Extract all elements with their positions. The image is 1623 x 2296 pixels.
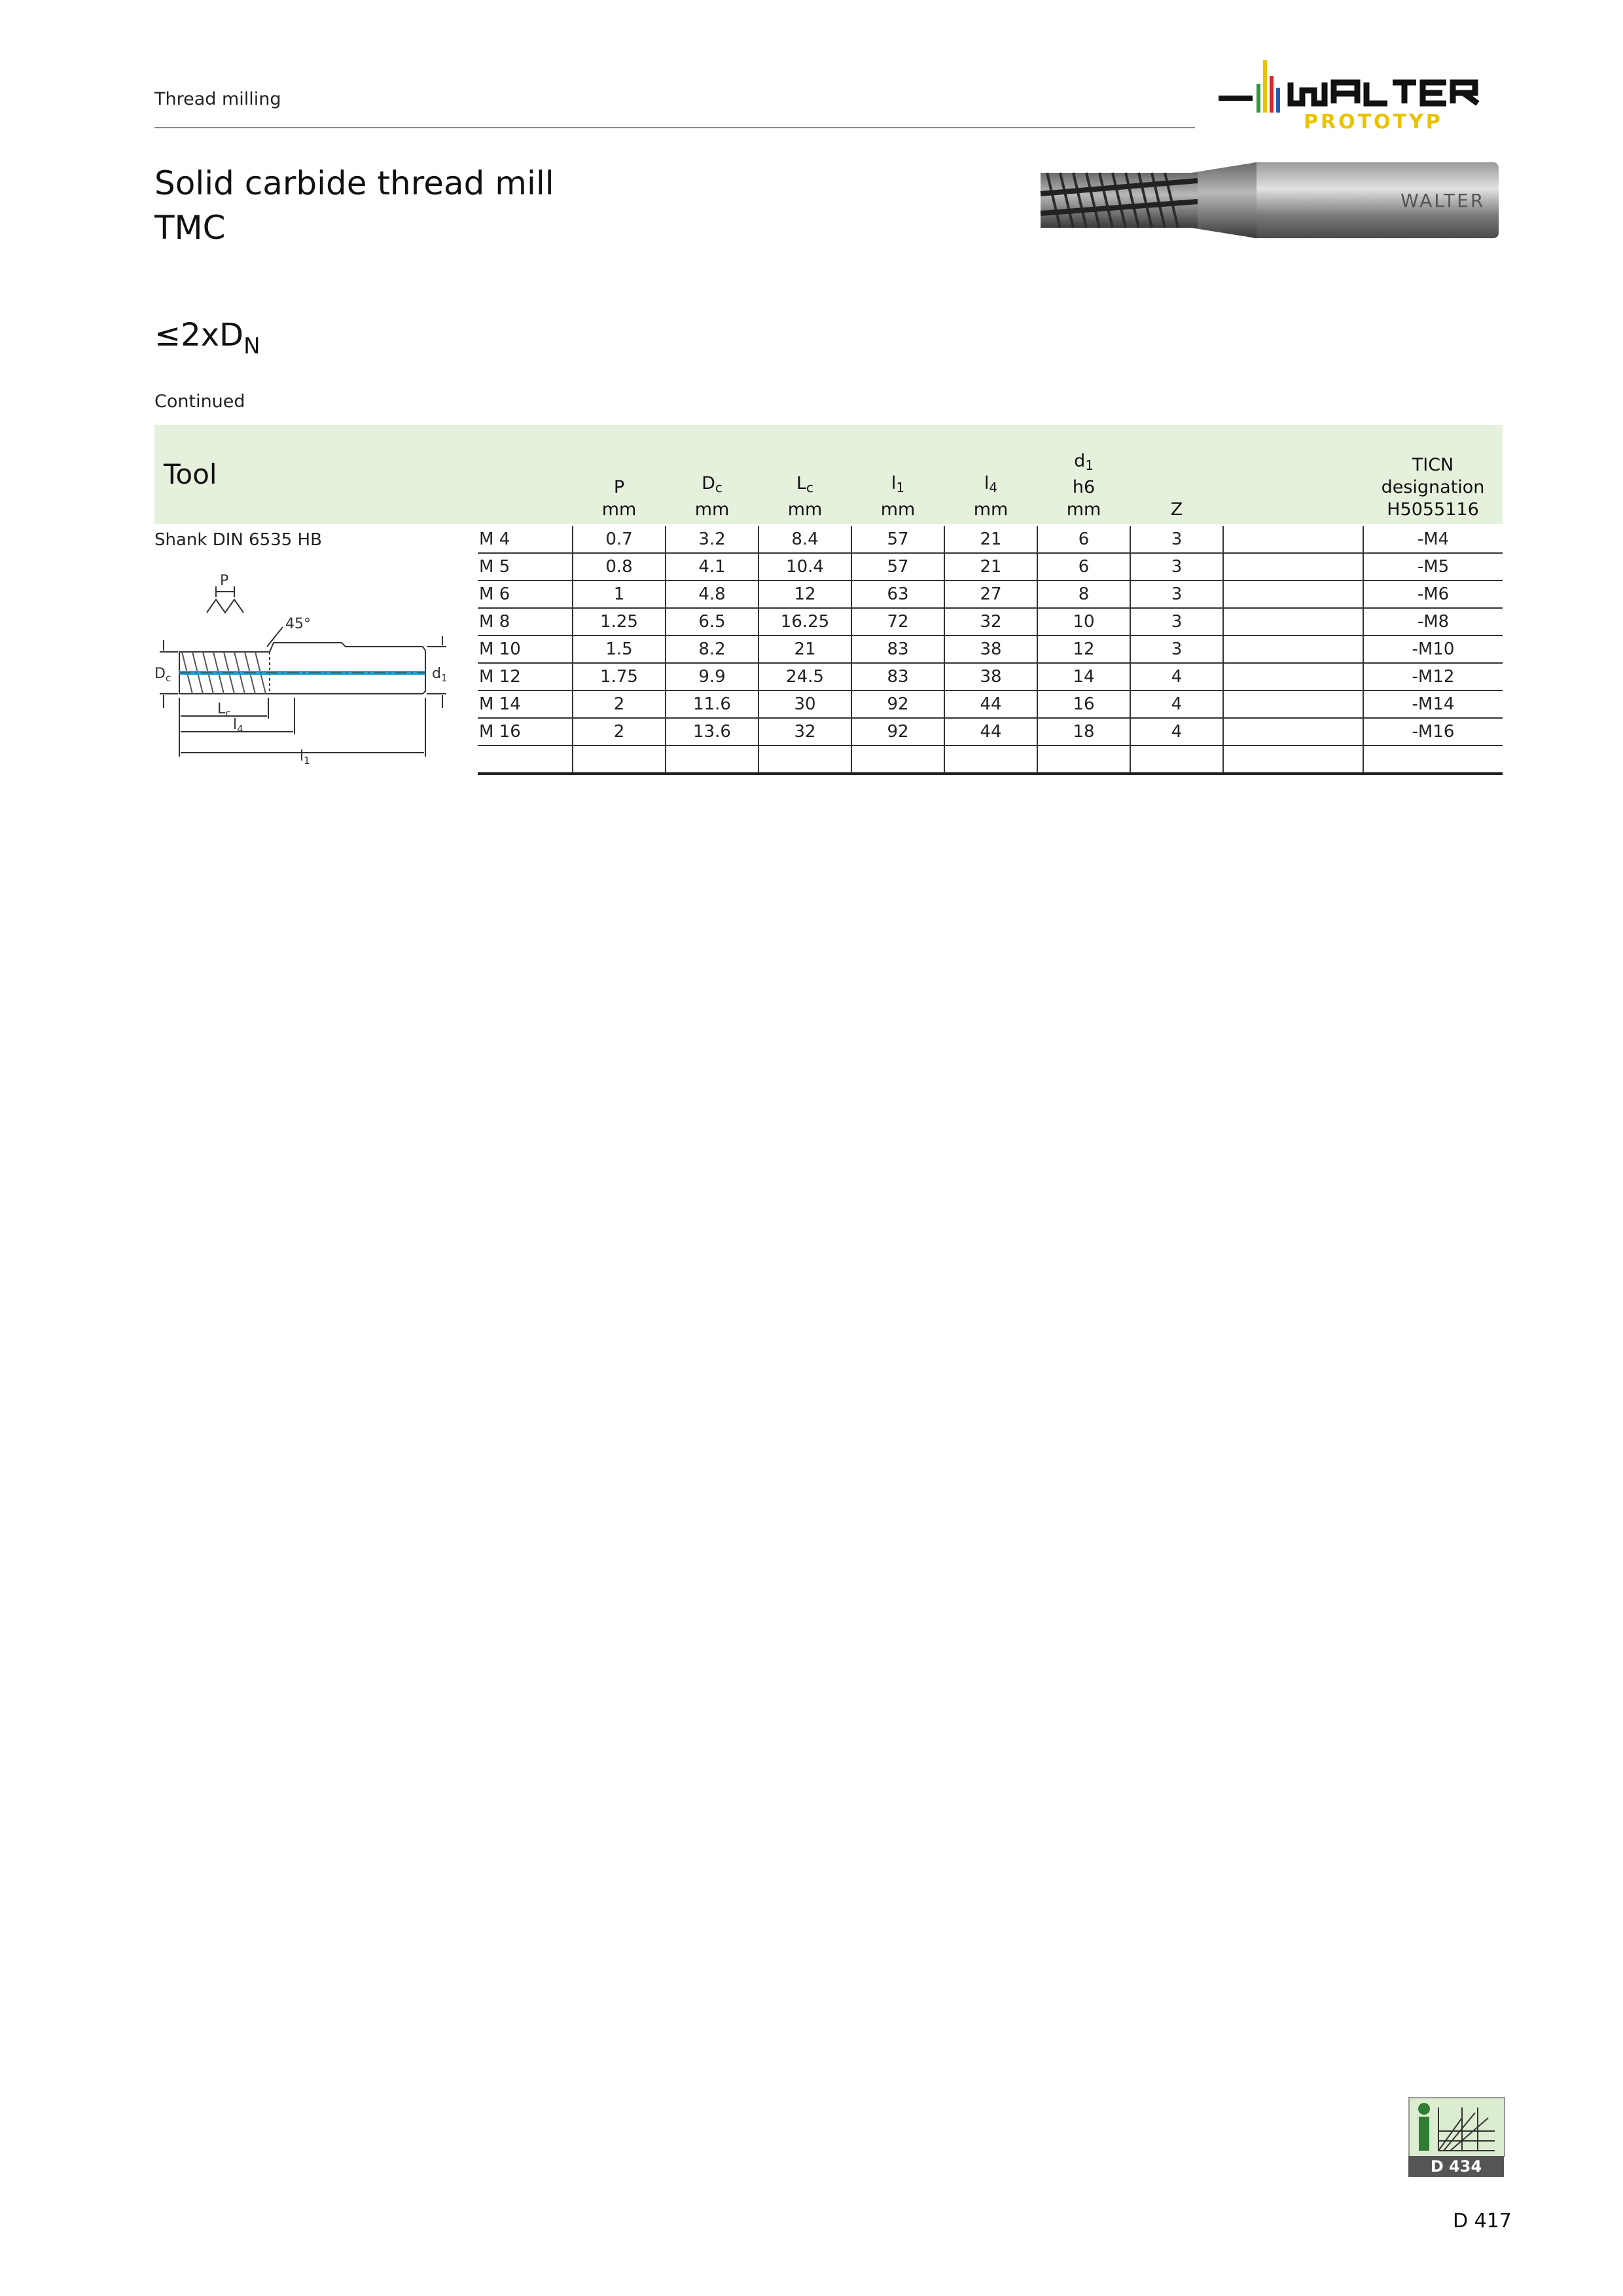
spec-main: ≤2xD	[154, 317, 244, 353]
cell-lc: 24.5	[758, 663, 851, 691]
section-label: Thread milling	[154, 89, 281, 109]
table-body	[478, 526, 1503, 774]
cell-l4: 44	[944, 718, 1037, 745]
pitch-label: P	[220, 573, 229, 589]
cell-dc: 13.6	[666, 718, 758, 745]
cell-l4: 32	[944, 608, 1037, 636]
col-l1-label: $l_1$	[891, 473, 905, 495]
cell-empty	[666, 745, 758, 774]
col-p-label: P	[613, 477, 625, 497]
cell-p: 1	[573, 581, 666, 608]
cell-empty	[1223, 526, 1363, 553]
col-header-ticn	[1363, 432, 1503, 521]
cell-lc: 12	[758, 581, 851, 608]
cell-empty	[1223, 636, 1363, 663]
cell-lc: 16.25	[758, 608, 851, 636]
cell-l4: 27	[944, 581, 1037, 608]
dimension-table	[478, 526, 1503, 775]
col-header-dc	[666, 432, 758, 521]
cell-size: M 8	[478, 608, 573, 636]
col-dc-label: $D_c$	[702, 473, 722, 495]
col-header-d1	[1037, 432, 1130, 521]
cell-size: M 4	[478, 526, 573, 553]
cell-p: 1.5	[573, 636, 666, 663]
cell-size: M 16	[478, 718, 573, 745]
cell-size: M 14	[478, 691, 573, 718]
table-row	[478, 526, 1503, 553]
cell-code: -M8	[1363, 608, 1503, 636]
cell-code: -M16	[1363, 718, 1503, 745]
walter-prototyp-logo	[1219, 58, 1507, 136]
cell-empty	[478, 745, 573, 774]
cell-z: 4	[1130, 718, 1223, 745]
col-header-l4	[944, 432, 1037, 521]
cell-dc: 8.2	[666, 636, 758, 663]
cell-d1: 14	[1037, 663, 1130, 691]
cell-d1: 6	[1037, 526, 1130, 553]
cell-lc: 8.4	[758, 526, 851, 553]
cell-l1: 57	[851, 526, 944, 553]
col-header-p	[573, 432, 666, 521]
shank-label: Shank DIN 6535 HB	[154, 530, 322, 550]
col-d1-label: $d_1$	[1074, 451, 1094, 473]
cell-z: 3	[1130, 581, 1223, 608]
header-rule	[154, 127, 1195, 128]
cell-code: -M5	[1363, 553, 1503, 581]
cell-l1: 92	[851, 718, 944, 745]
cell-z: 4	[1130, 691, 1223, 718]
cell-empty	[758, 745, 851, 774]
tool-photo	[1034, 154, 1505, 246]
cell-p: 0.7	[573, 526, 666, 553]
col-d1-unit: mm	[1066, 499, 1101, 520]
col-l4-unit: mm	[973, 499, 1008, 520]
cell-l4: 38	[944, 663, 1037, 691]
cell-l4: 21	[944, 553, 1037, 581]
page-number: D 417	[1453, 2210, 1512, 2233]
cell-lc: 30	[758, 691, 851, 718]
cell-d1: 6	[1037, 553, 1130, 581]
col-lc-unit: mm	[787, 499, 823, 520]
dc-label: $D_c$	[154, 666, 171, 684]
col-l1-unit: mm	[880, 499, 916, 520]
col-ticn-designation: designation	[1381, 477, 1485, 497]
cell-dc: 9.9	[666, 663, 758, 691]
cell-size: M 5	[478, 553, 573, 581]
cell-size: M 10	[478, 636, 573, 663]
col-l4-label: $l_4$	[984, 473, 998, 495]
cell-empty	[1223, 745, 1363, 774]
cell-p: 1.25	[573, 608, 666, 636]
table-row	[478, 608, 1503, 636]
col-header-lc	[758, 432, 851, 521]
cell-z: 3	[1130, 526, 1223, 553]
svg-text:WALTER: WALTER	[1400, 190, 1486, 211]
title-line-1: Solid carbide thread mill	[154, 164, 554, 202]
cell-lc: 32	[758, 718, 851, 745]
cell-empty	[1223, 691, 1363, 718]
cell-code: -M6	[1363, 581, 1503, 608]
cell-dc: 6.5	[666, 608, 758, 636]
cell-d1: 12	[1037, 636, 1130, 663]
cell-empty	[573, 745, 666, 774]
cell-empty	[1223, 718, 1363, 745]
col-d1-tolerance: h6	[1072, 477, 1096, 497]
cell-dc: 4.8	[666, 581, 758, 608]
col-header-l1	[851, 432, 944, 521]
col-ticn-label: TICN	[1412, 455, 1454, 475]
info-reference-icon[interactable]	[1408, 2097, 1505, 2157]
cell-empty	[1223, 608, 1363, 636]
continued-label: Continued	[154, 391, 245, 412]
cell-dc: 11.6	[666, 691, 758, 718]
cell-size: M 12	[478, 663, 573, 691]
cell-d1: 8	[1037, 581, 1130, 608]
cell-empty	[1223, 581, 1363, 608]
cell-lc: 10.4	[758, 553, 851, 581]
cell-dc: 3.2	[666, 526, 758, 553]
cell-l1: 57	[851, 553, 944, 581]
cell-p: 0.8	[573, 553, 666, 581]
col-z-label: Z	[1170, 499, 1183, 520]
table-row	[478, 691, 1503, 718]
cell-l4: 44	[944, 691, 1037, 718]
cell-empty	[1223, 663, 1363, 691]
table-row	[478, 553, 1503, 581]
cell-lc: 21	[758, 636, 851, 663]
col-lc-label: $L_c$	[796, 473, 814, 495]
cell-l4: 21	[944, 526, 1037, 553]
cell-z: 3	[1130, 636, 1223, 663]
cell-empty	[1037, 745, 1130, 774]
cell-l1: 83	[851, 663, 944, 691]
product-title	[154, 161, 554, 250]
cell-z: 3	[1130, 553, 1223, 581]
table-row	[478, 718, 1503, 745]
cell-code: -M12	[1363, 663, 1503, 691]
d1-label: $d_1$	[432, 666, 448, 684]
length-spec	[154, 317, 260, 359]
spec-sub: N	[243, 333, 260, 359]
table-row	[478, 663, 1503, 691]
cell-size: M 6	[478, 581, 573, 608]
cell-p: 2	[573, 691, 666, 718]
cell-l1: 63	[851, 581, 944, 608]
cell-empty	[944, 745, 1037, 774]
table-row	[478, 581, 1503, 608]
table-row	[478, 636, 1503, 663]
cell-p: 2	[573, 718, 666, 745]
cell-empty	[851, 745, 944, 774]
angle-label: 45°	[285, 616, 311, 632]
cell-dc: 4.1	[666, 553, 758, 581]
title-line-2: TMC	[154, 209, 226, 247]
page-reference[interactable]: D 434	[1408, 2156, 1504, 2177]
col-ticn-code: H5055116	[1387, 499, 1479, 520]
cell-code: -M10	[1363, 636, 1503, 663]
cell-d1: 18	[1037, 718, 1130, 745]
cell-z: 3	[1130, 608, 1223, 636]
cell-empty	[1363, 745, 1503, 774]
cell-l1: 83	[851, 636, 944, 663]
tool-dimension-drawing	[154, 563, 455, 772]
cell-l1: 72	[851, 608, 944, 636]
cell-empty	[1223, 553, 1363, 581]
table-row-empty	[478, 745, 1503, 774]
cell-l4: 38	[944, 636, 1037, 663]
col-header-z	[1130, 432, 1223, 521]
cell-d1: 10	[1037, 608, 1130, 636]
cell-d1: 16	[1037, 691, 1130, 718]
cell-z: 4	[1130, 663, 1223, 691]
cell-empty	[1130, 745, 1223, 774]
cell-code: -M14	[1363, 691, 1503, 718]
col-p-unit: mm	[601, 499, 637, 520]
l1-label: $l_1$	[300, 748, 310, 766]
logo-subtext: PROTOTYP	[1304, 111, 1443, 134]
cell-l1: 92	[851, 691, 944, 718]
l4-label: $l_4$	[233, 717, 243, 735]
cell-p: 1.75	[573, 663, 666, 691]
col-dc-unit: mm	[694, 499, 730, 520]
cell-code: -M4	[1363, 526, 1503, 553]
lc-label: $L_c$	[217, 701, 231, 719]
tool-heading: Tool	[164, 458, 217, 490]
